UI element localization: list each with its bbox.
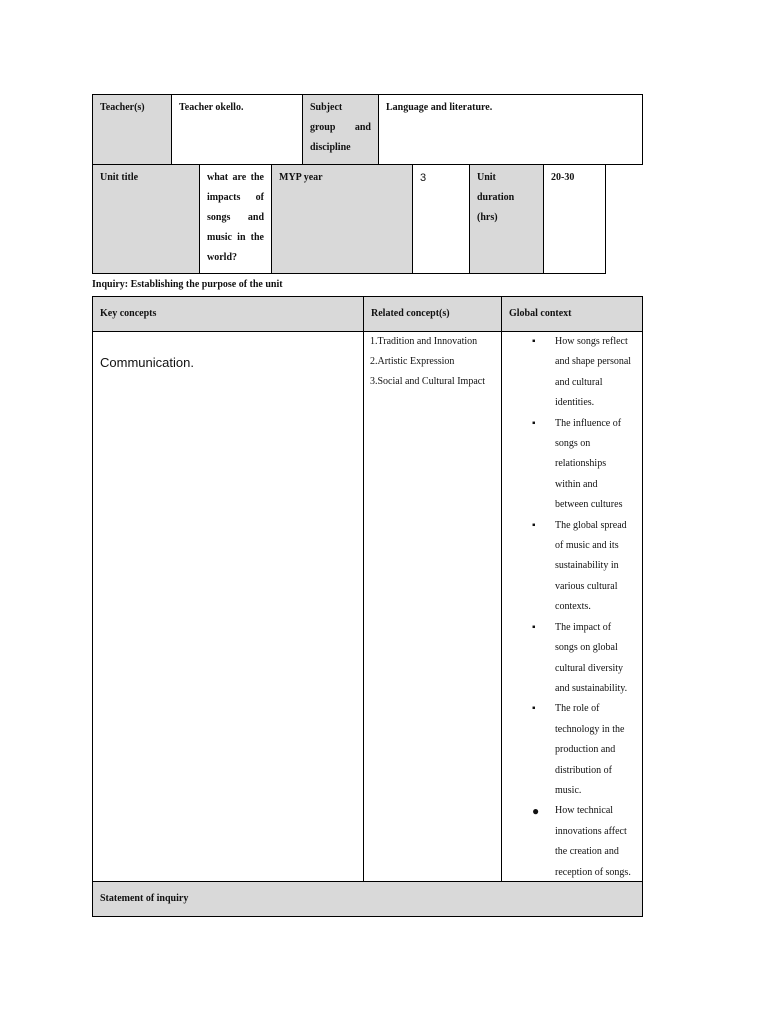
gc-line: the creation and: [555, 846, 619, 858]
unit-title-label: Unit title: [100, 172, 139, 183]
gc-line: contexts.: [555, 601, 591, 613]
unit-title-line: music in the: [207, 232, 264, 243]
unit-title-label-cell: [92, 164, 200, 274]
unit-title-value-cell: [199, 164, 272, 274]
subject-label-line: group and: [310, 122, 371, 133]
gc-line: songs on global: [555, 642, 618, 654]
unit-duration-value-cell: [543, 164, 606, 274]
unit-title-line: songs and: [207, 212, 264, 223]
unit-title-line: what are the: [207, 172, 264, 183]
gc-line: between cultures: [555, 499, 623, 511]
bullet-icon: ▪: [532, 417, 536, 429]
gc-line: technology in the: [555, 723, 625, 735]
global-context-item: [502, 618, 642, 700]
subject-label-line: Subject: [310, 102, 343, 113]
subject-label-line: discipline: [310, 142, 351, 153]
gc-line: of music and its: [555, 540, 619, 552]
gc-line: The influence of: [555, 417, 622, 429]
gc-line: within and: [555, 478, 598, 490]
bullet-icon: ▪: [532, 703, 536, 715]
gc-line: songs on: [555, 438, 591, 450]
bullet-icon: ▪: [532, 519, 536, 531]
bullet-icon: ▪: [532, 621, 536, 633]
unit-title-line: impacts of: [207, 192, 264, 203]
gc-line: various cultural: [555, 580, 618, 592]
statement-of-inquiry-cell: [92, 881, 643, 917]
gc-line: distribution of: [555, 764, 612, 776]
gc-line: music.: [555, 784, 582, 796]
teacher-label: Teacher(s): [100, 102, 145, 113]
statement-of-inquiry-label: Statement of inquiry: [100, 893, 189, 904]
related-concept-item: 2.Artistic Expression: [370, 356, 455, 367]
global-context-header-cell: [501, 296, 643, 332]
gc-line: cultural diversity: [555, 662, 624, 674]
gc-line: innovations affect: [555, 825, 627, 837]
unit-duration-label-cell: [469, 164, 544, 274]
key-concept-value: Communication.: [100, 355, 194, 370]
global-context-item: [502, 414, 642, 516]
global-context-header: Global context: [509, 308, 572, 319]
gc-line: The global spread: [555, 519, 627, 531]
global-context-cell: [501, 331, 643, 882]
gc-line: identities.: [555, 397, 595, 409]
teacher-value-cell: [171, 94, 303, 165]
unit-title-line: world?: [207, 252, 237, 263]
unit-duration-value: 20-30: [551, 172, 575, 183]
global-context-item: [502, 332, 642, 414]
related-concept-item: 3.Social and Cultural Impact: [370, 376, 485, 387]
gc-line: and cultural: [555, 376, 603, 388]
gc-line: reception of songs.: [555, 866, 631, 878]
gc-line: How songs reflect: [555, 336, 628, 347]
subject-value: Language and literature.: [386, 102, 493, 113]
key-concepts-header-cell: [92, 296, 364, 332]
related-concepts-cell: [363, 331, 502, 882]
subject-value-cell: [378, 94, 643, 165]
global-context-item: [502, 699, 642, 801]
gc-line: The impact of: [555, 621, 612, 633]
gc-line: sustainability in: [555, 560, 619, 572]
global-context-item: [502, 801, 642, 883]
teacher-label-cell: [92, 94, 172, 165]
bullet-dot-icon: ●: [532, 804, 540, 819]
related-concept-item: 1.Tradition and Innovation: [370, 336, 478, 347]
key-concepts-header: Key concepts: [100, 308, 157, 319]
subject-label-cell: [302, 94, 379, 165]
gc-line: and shape personal: [555, 356, 632, 368]
unit-duration-label-line: (hrs): [477, 212, 498, 223]
gc-line: The role of: [555, 703, 600, 715]
unit-duration-label-line: duration: [477, 192, 515, 203]
global-context-item: [502, 516, 642, 618]
teacher-value: Teacher okello.: [179, 102, 244, 113]
myp-year-label-cell: [271, 164, 413, 274]
unit-duration-label-line: Unit: [477, 172, 496, 183]
myp-year-value: 3: [420, 172, 427, 184]
gc-line: production and: [555, 744, 616, 756]
bullet-icon: ▪: [532, 336, 536, 347]
key-concept-cell: [92, 331, 364, 882]
gc-line: How technical: [555, 805, 614, 817]
related-concepts-header-cell: [363, 296, 502, 332]
inquiry-caption: Inquiry: Establishing the purpose of the unit: [92, 279, 283, 290]
related-concepts-header: Related concept(s): [371, 308, 450, 319]
gc-line: and sustainability.: [555, 682, 628, 694]
myp-year-label: MYP year: [279, 172, 323, 183]
gc-line: relationships: [555, 458, 607, 470]
myp-year-value-cell: [412, 164, 470, 274]
